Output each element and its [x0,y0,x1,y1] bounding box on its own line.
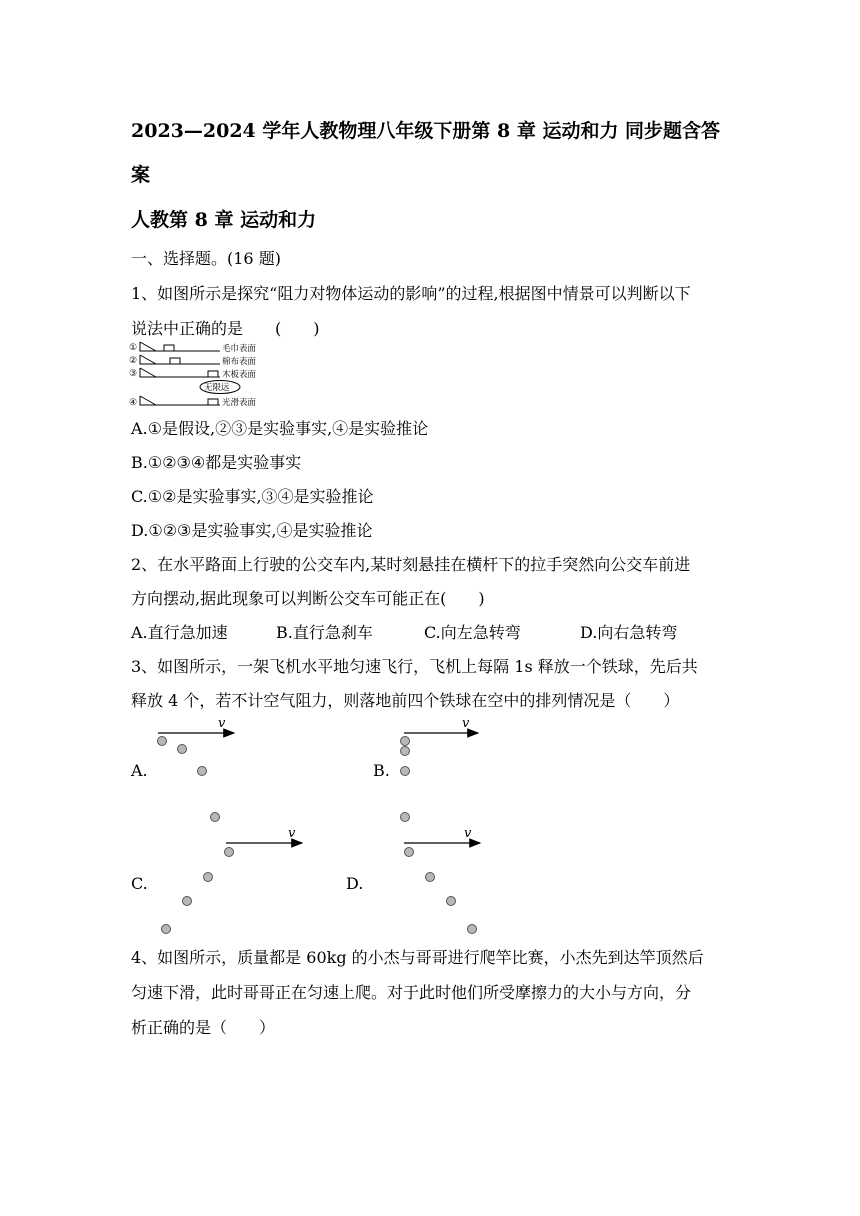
q1-stem-line2: 说法中正确的是 ( ) [131,319,320,338]
q3-figure-c [162,826,303,934]
q4-stem-line3: 析正确的是（ ） [131,1018,276,1037]
velocity-label: v [464,826,472,841]
q1-surface-label: 光滑表面 [222,398,257,408]
chapter-heading: 人教第 8 章 运动和力 [131,209,317,231]
q1-stem-line1: 1、如图所示是探究“阻力对物体运动的影响”的过程,根据图中情景可以判断以下 [131,284,691,303]
iron-ball [401,813,410,822]
q3-stem-line2: 释放 4 个，若不计空气阻力，则落地前四个铁球在空中的排列情况是（ ） [131,691,680,710]
q1-option-c: C.①②是实验事实,③④是实验推论 [131,487,374,506]
q1-option-a: A.①是假设,②③是实验事实,④是实验推论 [131,419,429,438]
doc-title-line2: 案 [131,164,151,186]
q2-option-a: A.直行急加速 [131,623,228,642]
q4-stem-line2: 匀速下滑，此时哥哥正在匀速上爬。对于此时他们所受摩擦力的大小与方向，分 [131,983,692,1002]
iron-ball [211,813,220,822]
q3-figure-b [401,716,479,822]
q1-surface-label: 棉布表面 [222,357,257,367]
q1-bubble-text: 无限远 [204,383,230,393]
q3-stem-line1: 3、如图所示，一架飞机水平地匀速飞行，飞机上每隔 1s 释放一个铁球，先后共 [131,657,698,676]
velocity-label: v [288,826,296,841]
iron-ball [198,767,207,776]
q3-option-a-label: A. [131,761,148,780]
doc-title-line1: 2023—2024 学年人教物理八年级下册第 8 章 运动和力 同步题含答 [131,120,721,142]
section-heading: 一、选择题。(16 题) [131,249,281,268]
iron-ball [401,747,410,756]
iron-ball [447,897,456,906]
q3-option-c-label: C. [131,874,148,893]
q1-marker: ③ [129,369,138,379]
velocity-label: v [218,716,226,731]
q3-figure-d [404,826,480,934]
iron-ball [426,873,435,882]
q4-stem-line1: 4、如图所示，质量都是 60kg 的小杰与哥哥进行爬竿比赛，小杰先到达竿顶然后 [131,948,704,967]
q1-option-b: B.①②③④都是实验事实 [131,453,302,472]
iron-ball [401,767,410,776]
q2-option-d: D.向右急转弯 [580,623,678,642]
iron-ball [162,925,171,934]
q1-marker: ① [129,343,138,353]
q1-option-d: D.①②③是实验事实,④是实验推论 [131,521,373,540]
iron-ball [178,745,187,754]
q3-option-d-label: D. [346,874,364,893]
q2-option-b: B.直行急刹车 [276,623,373,642]
q3-option-b-label: B. [373,761,390,780]
q2-stem-line1: 2、在水平路面上行驶的公交车内,某时刻悬挂在横杆下的拉手突然向公交车前进 [131,555,691,574]
iron-ball [468,925,477,934]
iron-ball [405,848,414,857]
iron-ball [183,897,192,906]
q1-surface-label: 毛巾表面 [222,344,257,354]
q1-marker: ④ [129,398,138,408]
q3-figure-a [158,716,235,822]
iron-ball [401,737,410,746]
q1-marker: ② [129,356,138,366]
q2-option-c: C.向左急转弯 [424,623,521,642]
iron-ball [225,848,234,857]
q2-stem-line2: 方向摆动,据此现象可以判断公交车可能正在( ) [131,589,485,608]
iron-ball [204,873,213,882]
q1-surface-label: 木板表面 [222,370,257,380]
velocity-label: v [462,716,470,731]
iron-ball [158,737,167,746]
